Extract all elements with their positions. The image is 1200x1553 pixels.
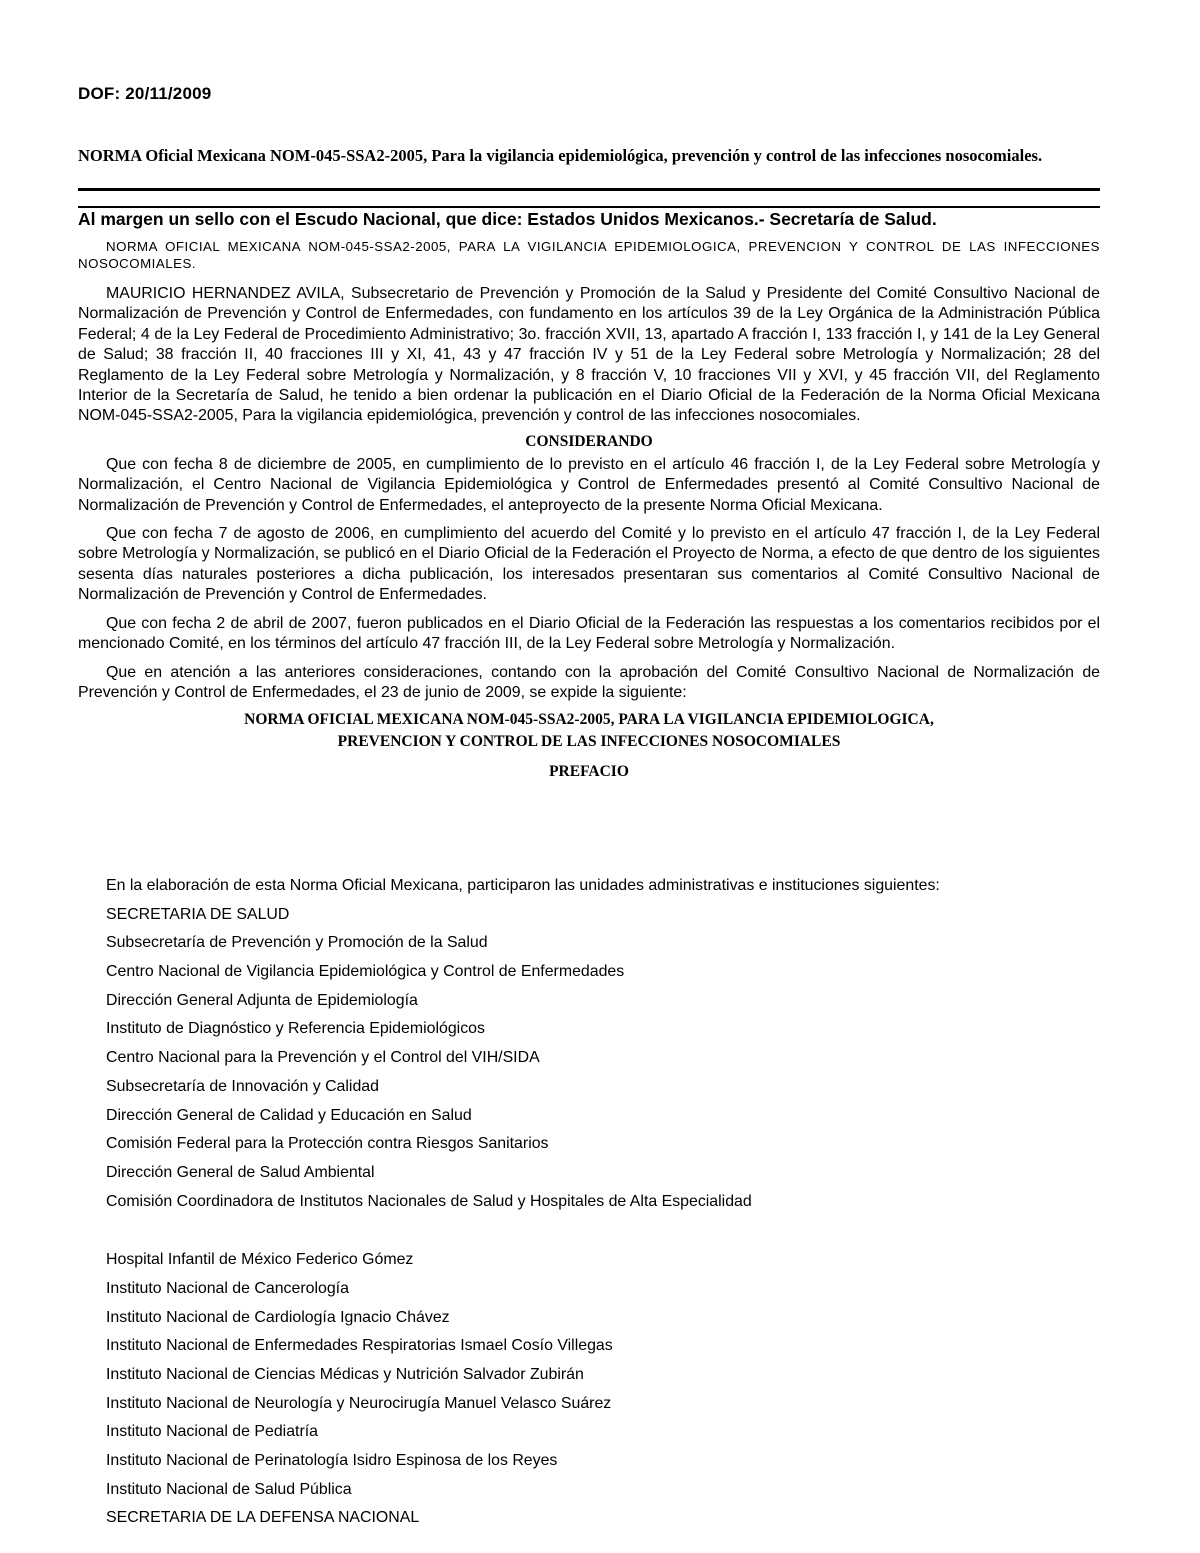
list-item: Instituto Nacional de Cancerología bbox=[106, 1279, 349, 1297]
list-item: Instituto Nacional de Perinatología Isidro Espinosa de los Reyes bbox=[106, 1452, 558, 1470]
list-item: Instituto Nacional de Salud Pública bbox=[106, 1480, 352, 1498]
prefacio-heading: PREFACIO bbox=[549, 763, 629, 781]
list-item: En la elaboración de esta Norma Oficial Mexicana, participaron las unidades administrativas e instituciones siguientes: bbox=[106, 877, 940, 894]
list-item: Comisión Coordinadora de Institutos Nacionales de Salud y Hospitales de Alta Especialidad bbox=[106, 1192, 752, 1210]
list-item: Instituto Nacional de Neurología y Neurocirugía Manuel Velasco Suárez bbox=[106, 1394, 612, 1412]
participants-list bbox=[106, 872, 1106, 1533]
considerando-paragraph: Que con fecha 7 de agosto de 2006, en cumplimiento del acuerdo del Comité y lo previsto en el artículo 47 fracción I, de la Ley Federal sobre Metrología y Normalización, se publicó en el Diario Oficial de la Federación el Proyecto de Norma, a efecto de que dentro de los siguientes sesenta días naturales posteriores a dicha publicación, los interesados presentaran sus comentarios al Comité Consultivo Nacional de Normalización de Prevención y Control de Enfermedades. bbox=[78, 525, 1100, 604]
considerando-paragraph: Que en atención a las anteriores consideraciones, contando con la aprobación del Comité Consultivo Nacional de Normalización de Prevención y Control de Enfermedades, el 23 de junio de 2009, se expide la siguiente: bbox=[78, 663, 1100, 701]
list-item: Dirección General de Salud Ambiental bbox=[106, 1163, 375, 1181]
list-item: Hospital Infantil de México Federico Gómez bbox=[106, 1251, 414, 1269]
list-item: Centro Nacional para la Prevención y el Control del VIH/SIDA bbox=[106, 1049, 540, 1067]
list-item: SECRETARIA DE LA DEFENSA NACIONAL bbox=[106, 1509, 420, 1527]
list-item: Instituto Nacional de Ciencias Médicas y Nutrición Salvador Zubirán bbox=[106, 1366, 584, 1383]
list-item: Subsecretaría de Prevención y Promoción de la Salud bbox=[106, 934, 488, 952]
list-item: Comisión Federal para la Protección contra Riesgos Sanitarios bbox=[106, 1135, 549, 1153]
document-title: NORMA Oficial Mexicana NOM-045-SSA2-2005, Para la vigilancia epidemiológica, prevención y control de las infecciones nosocomiales. bbox=[78, 146, 1043, 165]
list-item: Subsecretaría de Innovación y Calidad bbox=[106, 1077, 379, 1095]
considerando-paragraph: Que con fecha 2 de abril de 2007, fueron publicados en el Diario Oficial de la Federación las respuestas a los comentarios recibidos por el mencionado Comité, en los términos del artículo 47 fracción III, de la Ley Federal sobre Metrología y Normalización. bbox=[78, 614, 1100, 653]
document-body bbox=[78, 238, 1100, 783]
list-item: Instituto Nacional de Cardiología Ignacio Chávez bbox=[106, 1308, 450, 1326]
list-item: Instituto de Diagnóstico y Referencia Epidemiológicos bbox=[106, 1020, 485, 1038]
norma-heading-line1: NORMA OFICIAL MEXICANA NOM-045-SSA2-2005, PARA LA VIGILANCIA EPIDEMIOLOGICA, bbox=[244, 711, 934, 729]
list-spacer bbox=[106, 1216, 1106, 1246]
list-item: SECRETARIA DE SALUD bbox=[106, 905, 290, 923]
title-rule-top bbox=[78, 188, 1100, 191]
list-item: Dirección General Adjunta de Epidemiología bbox=[106, 991, 418, 1009]
list-item: Instituto Nacional de Enfermedades Respiratorias Ismael Cosío Villegas bbox=[106, 1337, 613, 1355]
considerando-paragraph: Que con fecha 8 de diciembre de 2005, en cumplimiento de lo previsto en el artículo 46 fracción I, de la Ley Federal sobre Metrología y Normalización, el Centro Nacional de Vigilancia Epidemiológica y Control de Enfermedades presentó al Comité Consultivo Nacional de Normalización de Prevención y Control de Enfermedades, el anteproyecto de la presente Norma Oficial Mexicana. bbox=[78, 455, 1100, 514]
norma-caps-paragraph: NORMA OFICIAL MEXICANA NOM-045-SSA2-2005, PARA LA VIGILANCIA EPIDEMIOLOGICA, PREVENCION Y CONTROL DE LAS INFECCIONES NOSOCOMIALES. bbox=[78, 239, 1100, 271]
considerando-heading: CONSIDERANDO bbox=[525, 432, 653, 450]
dof-date: DOF: 20/11/2009 bbox=[78, 84, 212, 103]
margin-stamp-note: Al margen un sello con el Escudo Nacional, que dice: Estados Unidos Mexicanos.- Secretaría de Salud. bbox=[78, 209, 937, 229]
list-item: Dirección General de Calidad y Educación en Salud bbox=[106, 1106, 472, 1124]
intro-paragraph: MAURICIO HERNANDEZ AVILA, Subsecretario de Prevención y Promoción de la Salud y Presidente del Comité Consultivo Nacional de Normalización de Prevención y Control de Enfermedades, con fundamento en los artículos 39 de la Ley Orgánica de la Administración Pública Federal; 4 de la Ley Federal de Procedimiento Administrativo; 3o. fracción XVII, 13, apartado A fracción I, 133 fracción I, y 141 de la Ley General de Salud; 38 fracción II, 40 fracciones III y XI, 41, 43 y 47 fracción IV y 51 de la Ley Federal sobre Metrología y Normalización; 28 del Reglamento de la Ley Federal sobre Metrología y Normalización, y 8 fracción V, 10 fracciones VII y XVI, y 45 fracción VII, del Reglamento Interior de la Secretaría de Salud, he tenido a bien ordenar la publicación en el Diario Oficial de la Federación de la Norma Oficial Mexicana NOM-045-SSA2-2005, Para la vigilancia epidemiológica, prevención y control de las infecciones nosocomiales. bbox=[78, 285, 1100, 425]
list-item: Centro Nacional de Vigilancia Epidemiológica y Control de Enfermedades bbox=[106, 963, 625, 981]
norma-heading-line2: PREVENCION Y CONTROL DE LAS INFECCIONES NOSOCOMIALES bbox=[337, 733, 841, 751]
list-item: Instituto Nacional de Pediatría bbox=[106, 1423, 319, 1441]
